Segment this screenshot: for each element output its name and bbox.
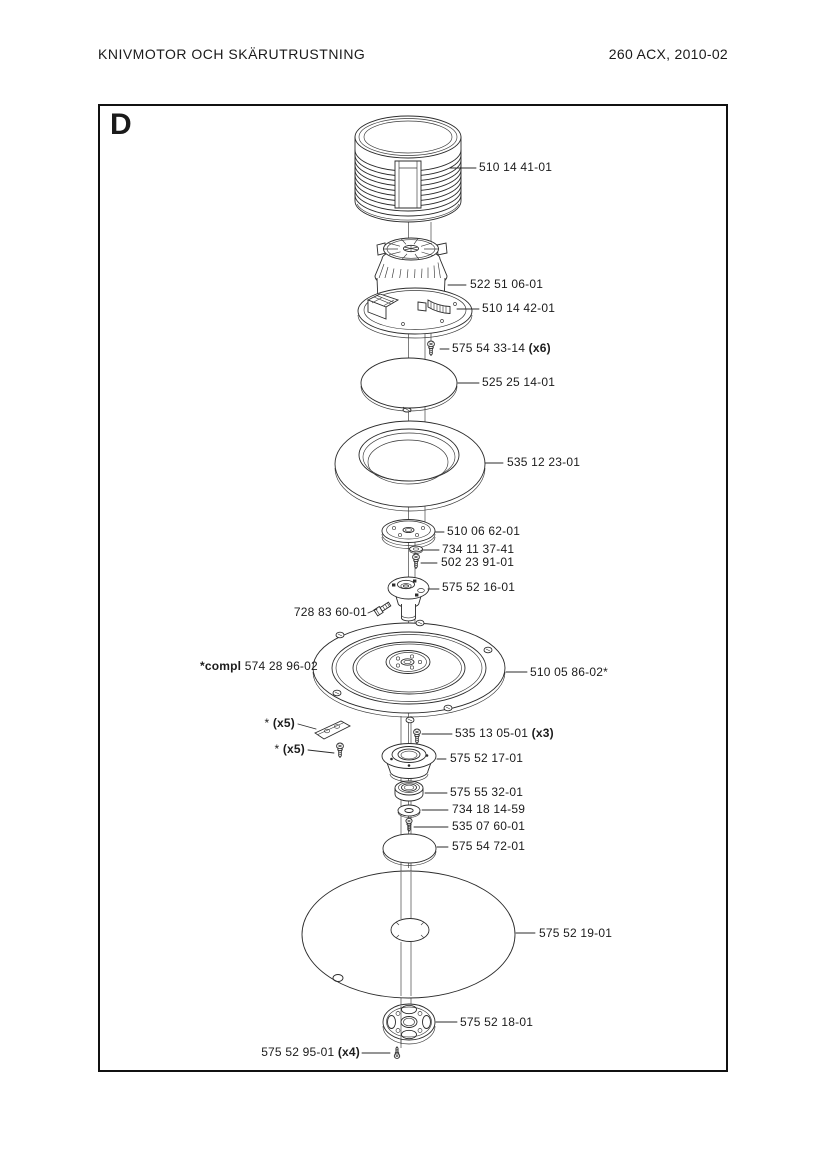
screw-575-52-95 — [394, 1047, 399, 1059]
part-membrane-disc — [361, 358, 457, 412]
part-hub-cross — [383, 1004, 435, 1044]
part-cover-ring — [335, 421, 485, 511]
washer-734-18-14 — [398, 805, 420, 818]
screw-502-23-91 — [413, 554, 420, 568]
part-blade-disc — [302, 871, 515, 998]
part-label-575-52-17-01: 575 52 17-01 — [450, 751, 524, 765]
washer-734-11-37 — [410, 546, 423, 553]
part-label-734-18-14-59: 734 18 14-59 — [452, 802, 526, 816]
part-motor-cover — [355, 116, 461, 222]
screw-535-13-05 — [414, 729, 421, 743]
part-label-575-54-33-14: 575 54 33-14 (x6) — [452, 341, 551, 355]
screw-blade — [337, 743, 344, 757]
screw-575-54-33 — [428, 341, 435, 355]
part-label-blade-screw-x5: * (x5) — [274, 742, 305, 756]
part-spindle-hub — [388, 577, 429, 621]
part-label-575-55-32-01: 575 55 32-01 — [450, 785, 524, 799]
part-label-734-11-37-41: 734 11 37-41 — [442, 542, 515, 556]
part-label-535-12-23-01: 535 12 23-01 — [507, 455, 581, 469]
section-letter: D — [110, 108, 132, 141]
part-bearing — [395, 781, 423, 801]
part-label-525-25-14-01: 525 25 14-01 — [482, 375, 556, 389]
page-title: KNIVMOTOR OCH SKÄRUTRUSTNING — [98, 46, 366, 62]
part-label-510-14-41-01: 510 14 41-01 — [479, 160, 553, 174]
part-label-575-54-72-01: 575 54 72-01 — [452, 839, 526, 853]
part-label-575-52-19-01: 575 52 19-01 — [539, 926, 613, 940]
model-code: 260 ACX, 2010-02 — [608, 46, 728, 62]
part-label-575-52-95-01: 575 52 95-01 (x4) — [261, 1045, 360, 1059]
part-label-535-13-05-01: 535 13 05-01 (x3) — [455, 726, 554, 740]
part-cutting-disc-assembly — [313, 620, 505, 723]
part-blade — [315, 721, 350, 739]
part-label-510-05-86-02: 510 05 86-02* — [530, 665, 608, 679]
part-support-cup — [382, 744, 436, 782]
part-motor-plate — [358, 288, 472, 338]
part-support-disc — [383, 834, 436, 866]
part-label-728-83-60-01: 728 83 60-01 — [293, 605, 367, 619]
part-label-575-52-16-01: 575 52 16-01 — [442, 580, 516, 594]
bolt-728-83-60 — [374, 601, 392, 616]
part-label-510-14-42-01: 510 14 42-01 — [482, 301, 556, 315]
part-label-blade-x5: * (x5) — [264, 716, 295, 730]
part-label-502-23-91-01: 502 23 91-01 — [441, 555, 515, 569]
part-label-535-07-60-01: 535 07 60-01 — [452, 819, 526, 833]
part-label-510-06-62-01: 510 06 62-01 — [447, 524, 521, 538]
part-label-522-51-06-01: 522 51 06-01 — [470, 277, 544, 291]
part-label-575-52-18-01: 575 52 18-01 — [460, 1015, 534, 1029]
part-label-574-28-96-02: *compl 574 28 96-02 — [200, 659, 318, 673]
exploded-diagram — [98, 104, 728, 1072]
